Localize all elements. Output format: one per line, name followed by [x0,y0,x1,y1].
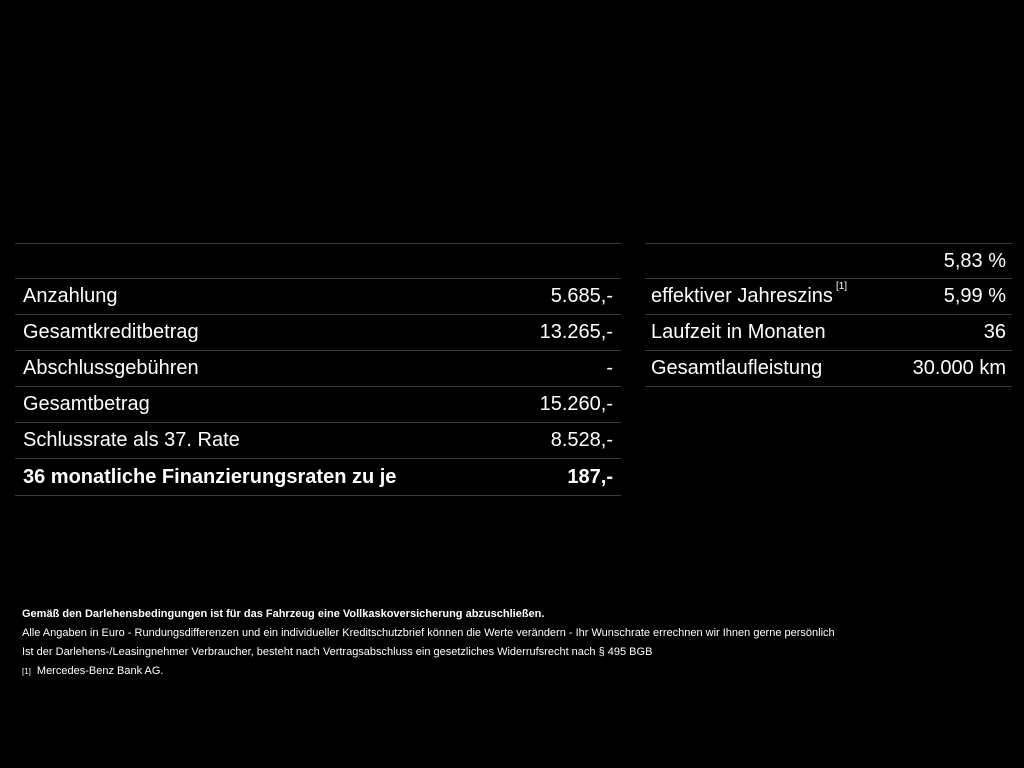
row-value: 8.528,- [550,429,613,451]
row-label: 36 monatliche Finanzierungsraten zu je [23,465,397,488]
table-row [15,387,621,423]
table-row [645,351,1012,387]
apr-label: effektiver Jahreszins [651,285,833,307]
table-row [645,243,1012,279]
row-label: Anzahlung [23,285,118,307]
row-value: 13.265,- [539,321,613,343]
footnotes [22,605,1012,681]
monthly-rate-row [15,459,621,496]
footnote-marker: [1] [22,667,31,676]
terms-table [645,243,1012,387]
row-value: 30.000 km [912,357,1006,379]
row-label: Gesamtlaufleistung [651,357,823,379]
table-row [15,279,621,315]
table-row [645,315,1012,351]
row-value: 36 [983,321,1006,343]
row-value: 5.685,- [550,285,613,307]
withdrawal-note: Ist der Darlehens-/Leasingnehmer Verbraucher, besteht nach Vertragsabschluss ein gesetzliches Widerrufsrecht nach § 495 BGB [22,646,653,658]
table-row [15,243,621,279]
financing-table [15,243,621,496]
table-row [15,315,621,351]
row-value: 5,83 % [943,249,1006,272]
row-label: Schlussrate als 37. Rate [23,429,240,451]
table-row [645,279,1012,315]
row-value: 15.260,- [539,393,613,415]
row-value: - [606,357,613,379]
table-row [15,351,621,387]
row-label: Gesamtkreditbetrag [23,321,199,343]
row-value: 187,- [567,465,613,488]
footnote-marker: [1] [835,281,848,292]
row-value: 5,99 % [943,285,1006,307]
table-row [15,423,621,459]
bank-note [22,662,1012,681]
bank-name: Mercedes-Benz Bank AG. [36,665,164,677]
row-label: Laufzeit in Monaten [651,321,826,343]
row-label: Abschlussgebühren [23,357,199,379]
row-label [651,281,848,308]
euro-note: Alle Angaben in Euro - Rundungsdifferenzen und ein individueller Kreditschutzbrief können die Werte verändern - Ihr Wunschrate errechnen wir Ihnen gerne persönlich [22,627,835,639]
insurance-note: Gemäß den Darlehensbedingungen ist für das Fahrzeug eine Vollkaskoversicherung abzuschließen. [22,608,545,620]
row-label: Gesamtbetrag [23,393,150,415]
